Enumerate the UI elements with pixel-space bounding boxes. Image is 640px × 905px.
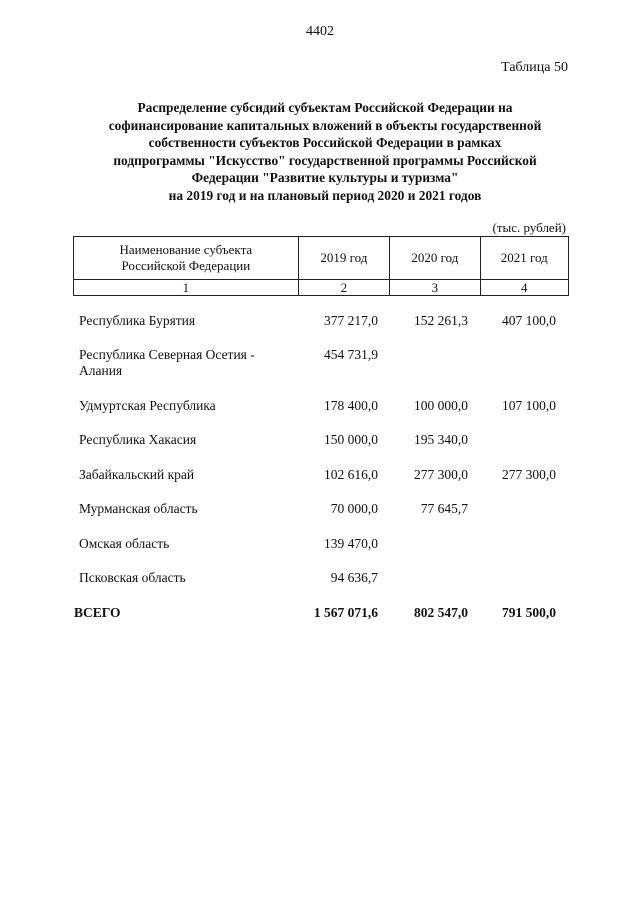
region-name: Мурманская область [79, 501, 198, 516]
value-2019: 139 470,0 [324, 536, 378, 551]
value-2019: 454 731,9 [324, 347, 378, 362]
title-line: на 2019 год и на плановый период 2020 и 2021 годов [168, 187, 482, 203]
title-line: подпрограммы "Искусство" государственной программы Российской [113, 152, 537, 168]
total-2020: 802 547,0 [414, 605, 468, 620]
title-line: софинансирование капитальных вложений в объекты государственной [108, 117, 542, 133]
value-2021: 407 100,0 [502, 313, 556, 328]
units-note: (тыс. рублей) [492, 220, 566, 235]
region-name: Псковская область [79, 570, 186, 585]
document-title [90, 99, 560, 204]
header-cell-2021: 2021 год [480, 237, 568, 280]
header-cell-2020: 2020 год [390, 237, 480, 280]
column-number: 1 [74, 280, 299, 296]
header-cell-2019: 2019 год [298, 237, 389, 280]
table-id: Таблица 50 [501, 60, 568, 75]
value-2019: 150 000,0 [324, 432, 378, 447]
header-name-line: Наименование субъекта [119, 242, 253, 257]
value-2019: 178 400,0 [324, 398, 378, 413]
value-2019: 70 000,0 [330, 501, 378, 516]
column-number: 2 [298, 280, 389, 296]
header-row [74, 237, 569, 280]
header-cell-name [74, 237, 299, 280]
value-2020: 77 645,7 [420, 501, 468, 516]
region-name: Республика Хакасия [79, 432, 197, 447]
total-label: ВСЕГО [74, 605, 121, 620]
column-number-row [74, 280, 569, 296]
value-2019: 94 636,7 [330, 570, 378, 585]
region-name: Забайкальский край [79, 467, 195, 482]
value-2021: 277 300,0 [502, 467, 556, 482]
column-number: 4 [480, 280, 568, 296]
title-line: Федерации "Развитие культуры и туризма" [191, 170, 459, 185]
value-2021: 107 100,0 [502, 398, 556, 413]
value-2019: 102 616,0 [324, 467, 378, 482]
title-line: Распределение субсидий субъектам Российской Федерации на [137, 100, 513, 115]
column-number: 3 [390, 280, 480, 296]
table-header [73, 236, 569, 296]
page-number: 4402 [306, 24, 334, 39]
region-name: Удмуртская Республика [79, 398, 216, 413]
region-name: Омская область [79, 536, 170, 551]
value-2019: 377 217,0 [324, 313, 378, 328]
title-line: собственности субъектов Российской Федерации в рамках [148, 135, 502, 150]
region-name: Республика Бурятия [79, 313, 196, 328]
total-2019: 1 567 071,6 [313, 605, 378, 620]
value-2020: 195 340,0 [414, 432, 468, 447]
value-2020: 277 300,0 [414, 467, 468, 482]
header-name-line: Российской Федерации [121, 258, 251, 273]
value-2020: 152 261,3 [414, 313, 468, 328]
region-name: Республика Северная Осетия - Алания [79, 347, 255, 378]
value-2020: 100 000,0 [414, 398, 468, 413]
total-2021: 791 500,0 [502, 605, 556, 620]
